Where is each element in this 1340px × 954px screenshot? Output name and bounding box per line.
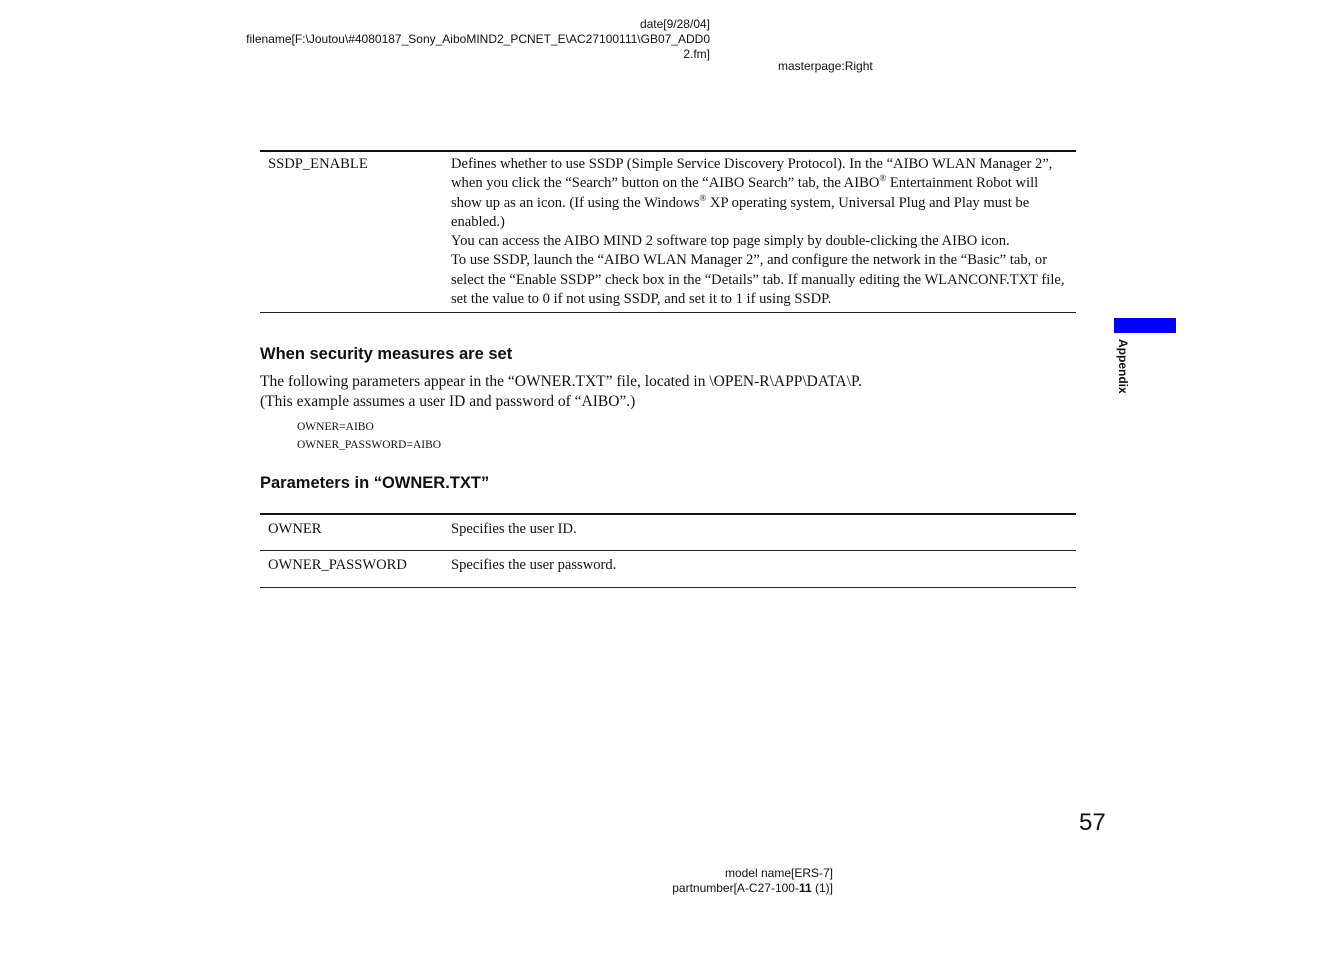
registered-mark: ® xyxy=(699,192,707,203)
table-row xyxy=(260,551,1076,587)
table-row xyxy=(260,151,1076,313)
header-meta xyxy=(230,17,710,62)
footer-meta xyxy=(560,866,833,896)
registered-mark: ® xyxy=(879,173,887,184)
parameter-name: OWNER xyxy=(268,521,322,537)
security-body-text xyxy=(260,372,862,412)
code-example xyxy=(297,418,441,454)
description-paragraph: You can access the AIBO MIND 2 software top page simply by double-clicking the AIBO icon. xyxy=(451,233,1010,250)
section-tab-label: Appendix xyxy=(1116,339,1130,394)
code-line: OWNER=AIBO xyxy=(297,421,374,433)
parameter-name: SSDP_ENABLE xyxy=(268,156,368,172)
parameter-description: Specifies the user password. xyxy=(451,557,617,574)
table-row xyxy=(260,514,1076,551)
section-heading-security: When security measures are set xyxy=(260,345,513,363)
body-line: (This example assumes a user ID and password of “AIBO”.) xyxy=(260,393,636,410)
body-line: The following parameters appear in the “OWNER.TXT” file, located in \OPEN-R\APP\DATA\P. xyxy=(260,373,862,390)
masterpage-stamp: masterpage:Right xyxy=(778,59,873,73)
section-heading-owner: Parameters in “OWNER.TXT” xyxy=(260,474,490,492)
section-tab-marker xyxy=(1114,318,1176,333)
owner-parameter-table xyxy=(260,513,1076,588)
parameter-description: Specifies the user ID. xyxy=(451,521,577,537)
partnumber-stamp: partnumber[A-C27-100-11 (1)] xyxy=(672,881,833,895)
description-paragraph: Defines whether to use SSDP (Simple Service Discovery Protocol). In the “AIBO WLAN Manager 2”, when you click the “Search” button on the “AIBO Search” tab, the AIBO® Entertainment Robot will show up as an icon. (If using the Windows® XP operating system, Universal Plug and Play must be enabled.) xyxy=(451,156,1053,230)
filename-stamp-line2: 2.fm] xyxy=(683,47,710,61)
filename-stamp-line1: filename[F:\Joutou\#4080187_Sony_AiboMIND2_PCNET_E\AC27100111\GB07_ADD0 xyxy=(246,32,710,46)
date-stamp: date[9/28/04] xyxy=(639,17,710,31)
parameter-name: OWNER_PASSWORD xyxy=(268,557,407,574)
description-paragraph: To use SSDP, launch the “AIBO WLAN Manager 2”, and configure the network in the “Basic” tab, or select the “Enable SSDP” check box in the “Details” tab. If manually editing the WLANCONF.TXT file, set the value to 0 if not using SSDP, and set it to 1 if using SSDP. xyxy=(451,252,1065,308)
model-name-stamp: model name[ERS-7] xyxy=(724,866,833,880)
ssdp-parameter-table xyxy=(260,150,1076,313)
parameter-description xyxy=(443,151,1076,313)
code-line: OWNER_PASSWORD=AIBO xyxy=(297,439,442,451)
page-number: 57 xyxy=(1079,809,1106,836)
